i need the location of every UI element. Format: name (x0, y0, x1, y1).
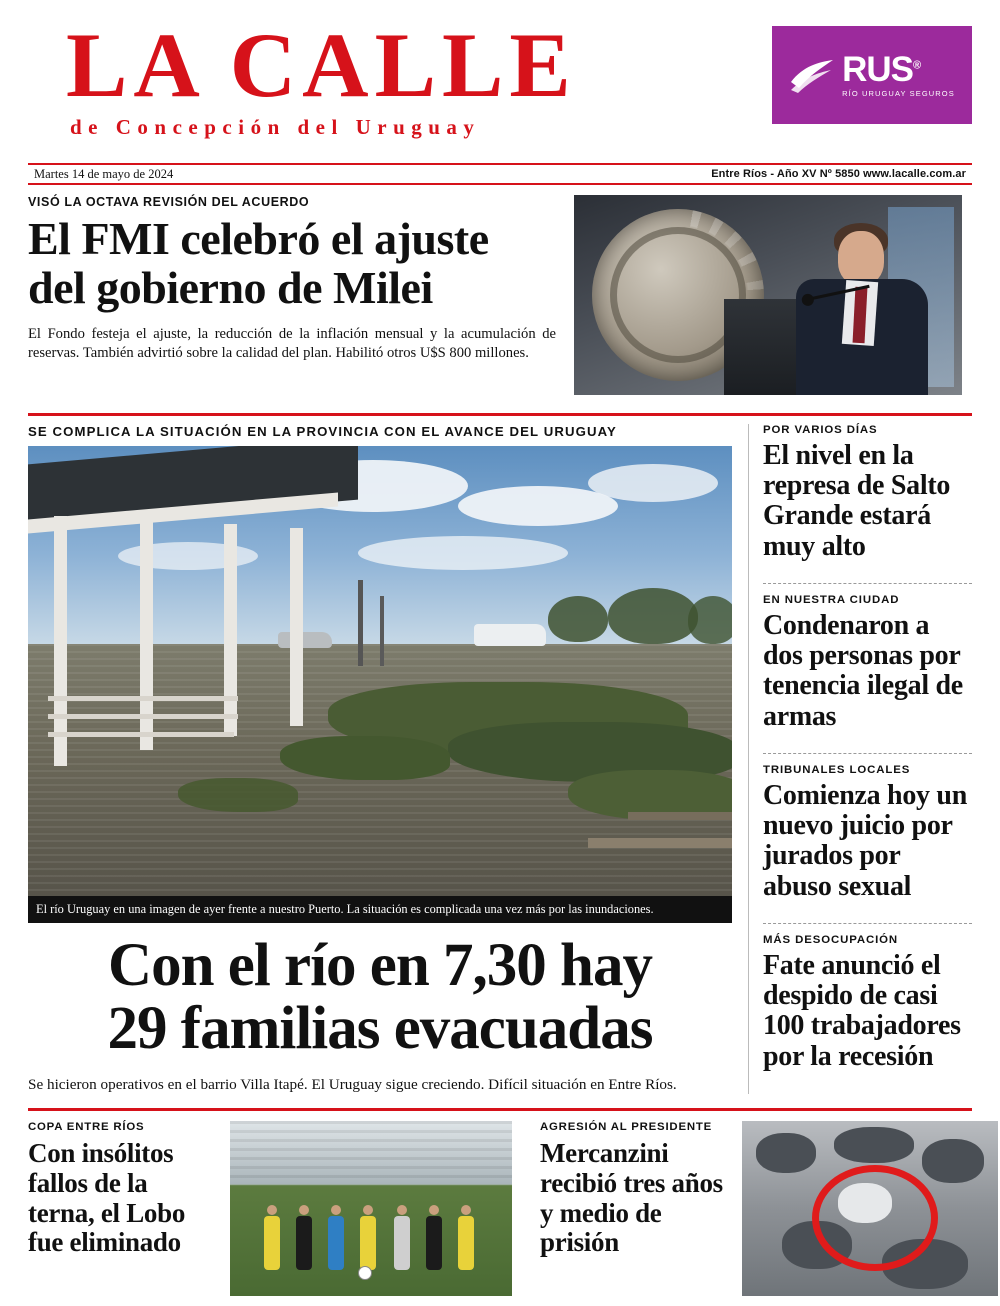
bottom-stories (28, 1121, 972, 1301)
sidebar-item-condena-armas[interactable] (763, 594, 972, 742)
top-story-deck: El Fondo festeja el ajuste, la reducción de la inflación mensual y la acumulación de reservas. También advirtió sobre la calidad del plan. Habilitó otros U$S 800 millones. (28, 325, 556, 361)
issue-date: Martes 14 de mayo de 2024 (34, 166, 174, 181)
soccer-ball-icon (358, 1266, 372, 1280)
main-story-kicker: SE COMPLICA LA SITUACIÓN EN LA PROVINCIA CON EL AVANCE DEL URUGUAY (28, 424, 617, 439)
top-story[interactable] (28, 195, 972, 403)
sidebar-item-headline: Condenaron a dos personas por tenencia ilegal de armas (763, 609, 963, 732)
sidebar-item-kicker: EN NUESTRA CIUDAD (763, 593, 900, 606)
bottom-right-headline: Mercanzini recibió tres años y medio de prisión (540, 1138, 723, 1258)
main-story-deck: Se hicieron operativos en el barrio Villa Itapé. El Uruguay sigue creciendo. Difícil situación en Entre Ríos. (28, 1075, 677, 1093)
date-bar (28, 163, 972, 185)
newspaper-subtitle: de Concepción del Uruguay (70, 115, 481, 140)
sidebar-item-headline: Comienza hoy un nuevo juicio por jurados por abuso sexual (763, 779, 967, 902)
sidebar-item-juicio-jurados[interactable] (763, 764, 972, 912)
sidebar-item-kicker: TRIBUNALES LOCALES (763, 763, 911, 776)
main-story-headline-line1: Con el río en 7,30 hay (108, 931, 652, 999)
sidebar-item-salto-grande[interactable] (763, 424, 972, 572)
main-story[interactable] (28, 424, 732, 1094)
rus-tagline: RÍO URUGUAY SEGUROS (842, 89, 955, 98)
sidebar-item-kicker: MÁS DESOCUPACIÓN (763, 933, 899, 946)
sidebar-divider (763, 923, 972, 924)
divider-red-top (28, 413, 972, 416)
sidebar (748, 424, 972, 1094)
divider-red-bottom (28, 1108, 972, 1111)
newspaper-title: LA CALLE (66, 14, 577, 116)
main-story-caption: El río Uruguay en una imagen de ayer frente a nuestro Puerto. La situación es complicada una vez más por las inundaciones. (28, 896, 732, 923)
bottom-story-copa-entre-rios[interactable] (28, 1121, 512, 1301)
rus-registered-mark: ® (913, 59, 921, 72)
bottom-right-photo (742, 1121, 998, 1296)
bottom-right-kicker: AGRESIÓN AL PRESIDENTE (540, 1121, 713, 1134)
rus-swoosh-icon (789, 56, 835, 94)
sidebar-item-kicker: POR VARIOS DÍAS (763, 424, 878, 436)
bottom-left-kicker: COPA ENTRE RÍOS (28, 1121, 145, 1134)
sidebar-item-headline: Fate anunció el despido de casi 100 trabajadores por la recesión (763, 949, 961, 1072)
rus-brand: RUS (842, 50, 914, 89)
body-grid (28, 424, 972, 1094)
sidebar-divider (763, 753, 972, 754)
main-story-headline-line2: 29 familias evacuadas (107, 994, 653, 1062)
top-story-headline-line2: del gobierno de Milei (28, 261, 433, 313)
top-story-headline-line1: El FMI celebró el ajuste (28, 213, 489, 264)
top-story-kicker: VISÓ LA OCTAVA REVISIÓN DEL ACUERDO (28, 195, 310, 209)
sidebar-item-fate-despidos[interactable] (763, 934, 972, 1082)
bottom-story-agresion-presidente[interactable] (540, 1121, 998, 1301)
bottom-left-headline: Con insólitos fallos de la terna, el Lobo fue eliminado (28, 1138, 186, 1258)
rus-advertisement[interactable] (772, 26, 972, 124)
top-story-photo (574, 195, 962, 395)
bottom-left-photo (230, 1121, 512, 1296)
main-story-photo (28, 446, 732, 896)
red-highlight-circle (812, 1165, 938, 1271)
sidebar-divider (763, 583, 972, 584)
issue-info: Entre Ríos - Año XV Nº 5850 www.lacalle.com.ar (711, 168, 966, 180)
masthead (0, 0, 1000, 155)
sidebar-item-headline: El nivel en la represa de Salto Grande estará muy alto (763, 440, 951, 562)
